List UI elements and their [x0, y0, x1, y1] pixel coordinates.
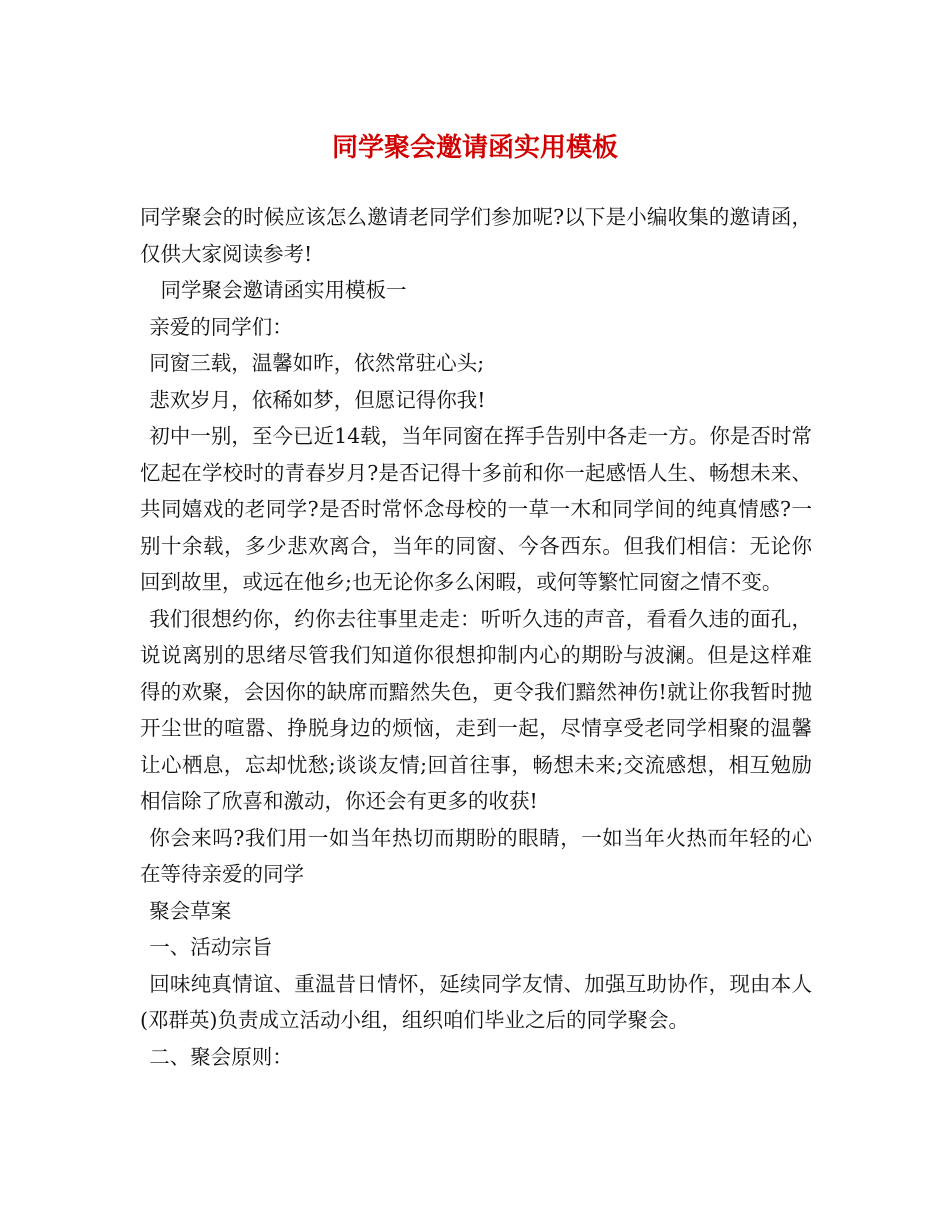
section-heading-draft: 聚会草案	[149, 898, 232, 923]
body-paragraph-invitation: 我们很想约你，约你去往事里走走：听听久违的声音，看看久违的面孔，说说离别的思绪尽管我们知道你很想抑制内心的期盼与波澜。但是这样难得的欢聚，会因你的缺席而黯然失色，更令我们黯然神伤!就让你我暂时抛开尘世的喧嚣、挣脱身边的烦恼，走到一起，尽情享受老同学相聚的温馨让心栖息，忘却忧愁;谈谈友情;回首往事，畅想未来;交流感想，相互勉励相信除了欣喜和激动，你还会有更多的收获!	[140, 606, 812, 813]
body-paragraph-closing: 你会来吗?我们用一如当年热切而期盼的眼睛，一如当年火热而年轻的心在等待亲爱的同学	[140, 825, 812, 886]
section-heading-template-one: 同学聚会邀请函实用模板一	[160, 278, 407, 302]
section-heading-purpose: 一、活动宗旨	[149, 935, 273, 959]
salutation: 亲爱的同学们：	[149, 314, 293, 339]
document-body	[140, 199, 812, 1075]
section-heading-principles: 二、聚会原则：	[149, 1044, 293, 1069]
verse-line-1: 同窗三载，温馨如昨，依然常驻心头;	[149, 351, 485, 375]
intro-paragraph: 同学聚会的时候应该怎么邀请老同学们参加呢?以下是小编收集的邀请函，仅供大家阅读参考!	[140, 205, 812, 266]
body-paragraph-purpose: 回味纯真情谊、重温昔日情怀，延续同学友情、加强互助协作，现由本人(邓群英)负责成立活动小组，组织咱们毕业之后的同学聚会。	[140, 971, 812, 1032]
verse-line-2: 悲欢岁月，依稀如梦，但愿记得你我!	[149, 387, 486, 412]
document-title: 同学聚会邀请函实用模板	[331, 133, 618, 163]
body-paragraph-memories: 初中一别，至今已近14载，当年同窗在挥手告别中各走一方。你是否时常忆起在学校时的青春岁月?是否记得十多前和你一起感悟人生、畅想未来、共同嬉戏的老同学?是否时常怀念母校的一草一木和同学间的纯真情感?一别十余载，多少悲欢离合，当年的同窗、今各西东。但我们相信：无论你回到故里，或远在他乡;也无论你多么闲暇，或何等繁忙同窗之情不变。	[140, 424, 812, 594]
